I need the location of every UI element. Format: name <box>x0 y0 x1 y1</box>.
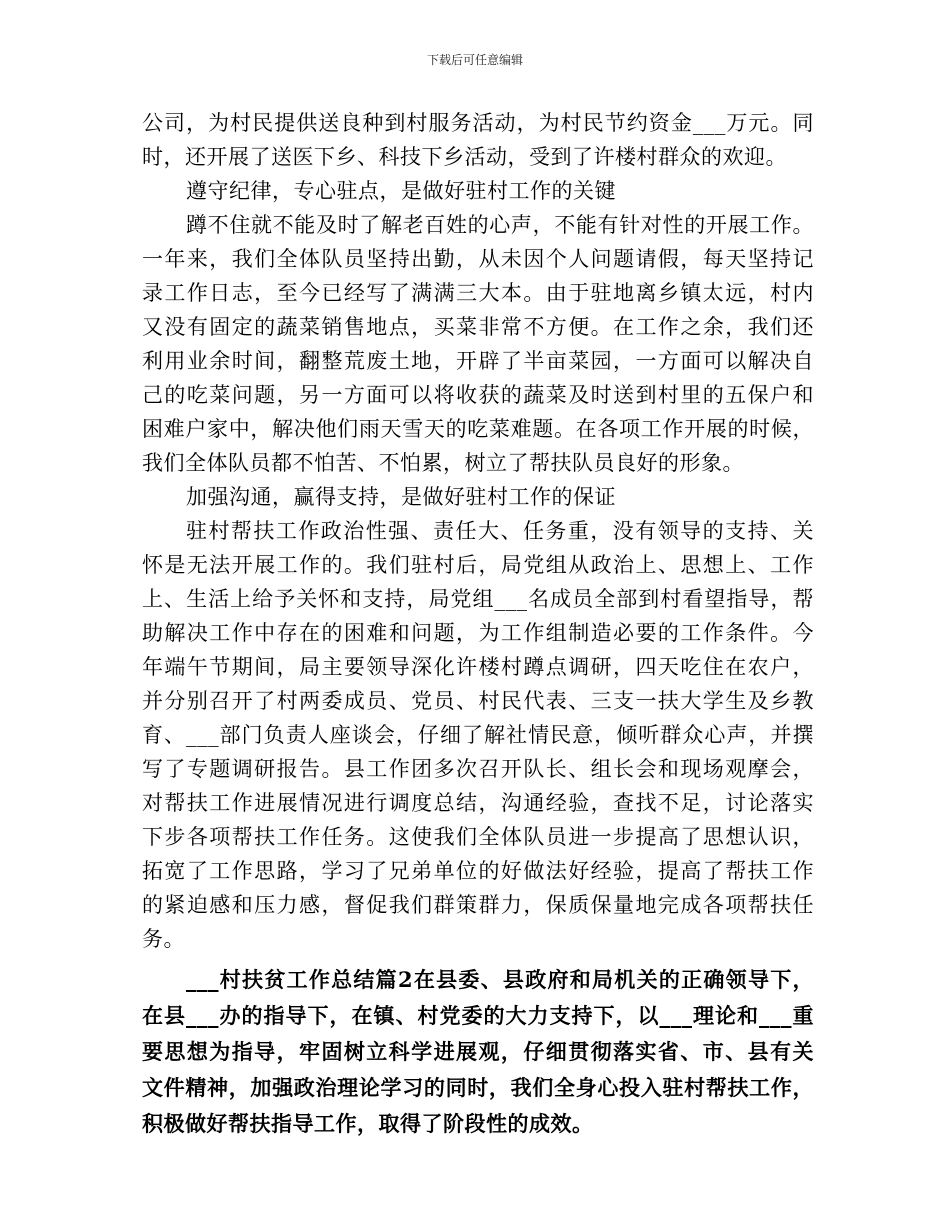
text-line: 写了专题调研报告。县工作团多次召开队长、组长会和现场观摩会， <box>142 757 814 781</box>
text-line: 并分别召开了村两委成员、党员、村民代表、三支一扶大学生及乡教 <box>142 689 814 713</box>
text-line: 拓宽了工作思路，学习了兄弟单位的好做法好经验，提高了帮扶工作 <box>142 859 814 883</box>
text-line: 利用业余时间，翻整荒废土地，开辟了半亩菜园，一方面可以解决自 <box>142 349 814 373</box>
text-line: 文件精神，加强政治理论学习的同时，我们全身心投入驻村帮扶工作， <box>142 1075 814 1100</box>
text-line: 育、___部门负责人座谈会，仔细了解社情民意，倾听群众心声，并撰 <box>142 723 814 747</box>
text-line: 助解决工作中存在的困难和问题，为工作组制造必要的工作条件。今 <box>142 621 814 645</box>
text-line: 下步各项帮扶工作任务。这使我们全体队员进一步提高了思想认识， <box>142 825 814 849</box>
text-line: 要思想为指导，牢固树立科学进展观，仔细贯彻落实省、市、县有关 <box>142 1039 814 1064</box>
text-line: 年端午节期间，局主要领导深化许楼村蹲点调研，四天吃住在农户， <box>142 655 814 679</box>
text-line: 录工作日志，至今已经写了满满三大本。由于驻地离乡镇太远，村内 <box>142 281 814 305</box>
document-body <box>142 106 814 1142</box>
text-line: 公司，为村民提供送良种到村服务活动，为村民节约资金___万元。同 <box>142 111 814 135</box>
text-line: 在县___办的指导下，在镇、村党委的大力支持下，以___理论和___重 <box>142 1003 814 1028</box>
paragraph-1 <box>142 106 814 174</box>
text-line: 务。 <box>142 927 185 951</box>
page-header: 下载后可任意编辑 <box>426 53 523 67</box>
text-line: 己的吃菜问题，另一方面可以将收获的蔬菜及时送到村里的五保户和 <box>142 383 814 407</box>
text-line: 驻村帮扶工作政治性强、责任大、任务重，没有领导的支持、关 <box>186 519 814 543</box>
text-line: 困难户家中，解决他们雨天雪天的吃菜难题。在各项工作开展的时候， <box>142 417 814 441</box>
text-line: 对帮扶工作进展情况进行调度总结，沟通经验，查找不足，讨论落实 <box>142 791 814 815</box>
paragraph-4-summary <box>142 962 814 1142</box>
paragraph-3 <box>142 514 814 956</box>
text-line: 时，还开展了送医下乡、科技下乡活动，受到了许楼村群众的欢迎。 <box>142 145 787 169</box>
text-line: 一年来，我们全体队员坚持出勤，从未因个人问题请假，每天坚持记 <box>142 247 814 271</box>
text-line: 我们全体队员都不怕苦、不怕累，树立了帮扶队员良好的形象。 <box>142 451 744 475</box>
text-line: 蹲不住就不能及时了解老百姓的心声，不能有针对性的开展工作。 <box>186 213 814 237</box>
text-line: ___村扶贫工作总结篇2在县委、县政府和局机关的正确领导下， <box>186 967 814 992</box>
text-line: 上、生活上给予关怀和支持，局党组___名成员全部到村看望指导，帮 <box>142 587 814 611</box>
text-line: 的紧迫感和压力感，督促我们群策群力，保质保量地完成各项帮扶任 <box>142 893 814 917</box>
section-heading-discipline: 遵守纪律，专心驻点，是做好驻村工作的关键 <box>186 179 616 203</box>
text-line: 积极做好帮扶指导工作，取得了阶段性的成效。 <box>142 1111 594 1136</box>
text-line: 怀是无法开展工作的。我们驻村后，局党组从政治上、思想上、工作 <box>142 553 814 577</box>
paragraph-2 <box>142 208 814 480</box>
text-line: 又没有固定的蔬菜销售地点，买菜非常不方便。在工作之余，我们还 <box>142 315 814 339</box>
section-heading-communication: 加强沟通，赢得支持，是做好驻村工作的保证 <box>186 485 616 509</box>
